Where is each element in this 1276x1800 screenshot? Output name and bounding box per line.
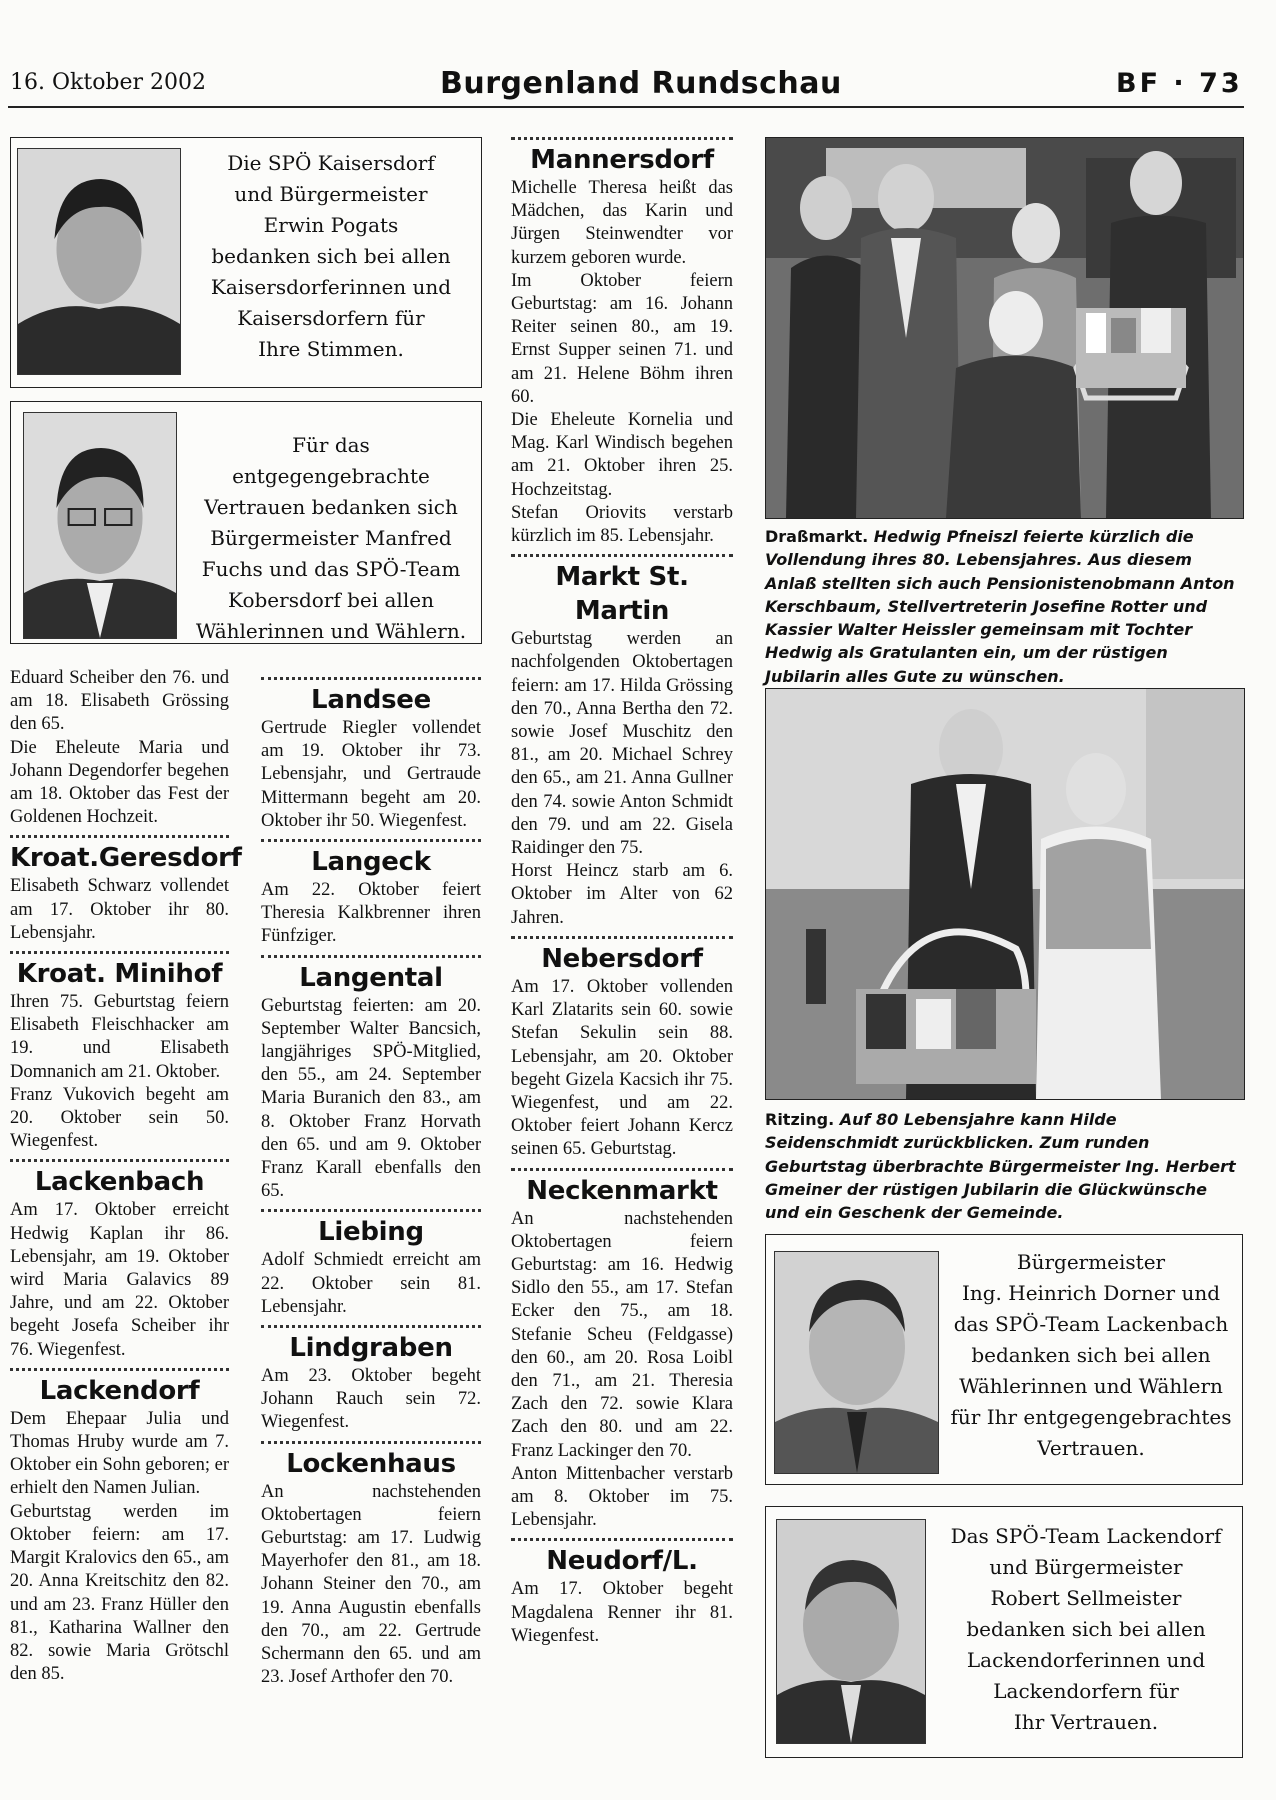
section-title-lackenbach: Lackenbach [34,1167,205,1198]
portrait-photo [23,412,177,639]
paragraph: An nachstehenden Oktobertagen feiern Geburtstag: am 17. Ludwig Mayerhofer den 81., am 18. Johann Steiner den 70., am 19. Anna Augustin ebenfalls den 70., am 22. Gertrude Schermann den 65. und am 23. Josef Arthofer den 70. [261,1481,481,1688]
paragraph: Adolf Schmiedt erreicht am 22. Oktober sein 81. Lebensjahr. [261,1250,481,1317]
paragraph: Im Oktober feiern Geburtstag: am 16. Johann Reiter seinen 80., am 19. Ernst Supper seinen 71. und am 21. Helene Böhm ihren 60. [511,270,733,407]
caption-text: Hedwig Pfneiszl feierte kürzlich die Vollendung ihres 80. Lebensjahres. Aus diesem Anlaß stellten sich auch Pensionistenobmann Anton Kerschbaum, Stellvertreterin Josefine Rotter und Kassier Walter Heissler gemeinsam mit Tochter Hedwig als Gratulanten ein, um der rüstigen Jubilarin alles Gute zu wünschen. [765,527,1235,686]
section-divider [511,137,733,140]
column-3 [511,135,733,1648]
section-divider [261,1325,481,1328]
section-divider [261,955,481,958]
paragraph: Eduard Scheiber den 76. und am 18. Elisabeth Grössing den 65. [10,668,229,735]
section-divider [10,1159,229,1162]
paragraph: Geburtstag feierten: am 20. September Walter Bancsich, langjähriges SPÖ-Mitglied, den 55., am 24. September Maria Buranich den 83., am 8. Oktober Franz Horvath den 65. und am 9. Oktober Franz Karall ebenfalls den 65. [261,995,481,1202]
section-title-landsee: Landsee [311,685,431,715]
section-divider [10,1368,229,1371]
section-title-lockenhaus: Lockenhaus [286,1448,456,1479]
section-divider [10,835,229,838]
section-title-langeck: Langeck [311,847,431,878]
ad-kobersdorf-text: Für das entgegengebrachte Vertrauen bedanken sich Bürgermeister Manfred Fuchs und das SPÖ-Team Kobersdorf bei allen Wählerinnen und Wählern. [195,433,467,643]
caption-place: Draßmarkt. [765,527,869,546]
portrait-photo [17,148,181,375]
section-title-markt-st-martin: Markt St. Martin [555,562,689,627]
paragraph: Geburtstag werden an nachfolgenden Oktobertagen feiern: am 17. Hilda Grössing den 70., Anna Bertha den 72. sowie Josef Muschitz den 81., am 20. Michael Schrey den 65., am 21. Anna Gullner den 74. sowie Anton Schmidt den 79. und am 22. Gisela Raidinger den 75. [511,629,733,859]
column-1 [10,667,242,1686]
caption-place: Ritzing. [765,1110,835,1129]
column-2 [261,669,481,1690]
paragraph: Am 17. Oktober begeht Magdalena Renner ihr 81. Wiegenfest. [511,1579,733,1646]
caption-ritzing [765,1108,1245,1224]
ad-lackenbach-text: Bürgermeister Ing. Heinrich Dorner und das SPÖ-Team Lackenbach bedanken sich bei allen Wählerinnen und Wählern für Ihr entgegengebrachtes Vertrauen. [950,1250,1232,1460]
header-rule [8,106,1244,108]
paragraph: Am 17. Oktober erreicht Hedwig Kaplan ihr 86. Lebensjahr, am 19. Oktober wird Maria Galavics 89 Jahre, und am 22. Oktober begeht Josefa Scheiber ihr 76. Wiegenfest. [10,1200,229,1360]
ad-lackendorf [765,1506,1243,1758]
paragraph: Am 17. Oktober vollenden Karl Zlatarits sein 60. sowie Stefan Sekulin sein 88. Lebensjahr, am 20. Oktober begeht Gizela Kacsich ihr 75. Wiegenfest, und am 22. Oktober feiert Johann Kercz seinen 65. Geburtstag. [511,976,733,1160]
section-divider [261,1441,481,1444]
ad-lackendorf-text: Das SPÖ-Team Lackendorf und Bürgermeister Robert Sellmeister bedanken sich bei allen Lackendorferinnen und Lackendorfern für Ihr Vertrauen. [950,1524,1222,1734]
ad-lackenbach [765,1234,1243,1485]
section-title-lackendorf: Lackendorf [39,1375,200,1406]
page-number: BF · 73 [1116,68,1243,99]
paragraph: Gertrude Riegler vollendet am 19. Oktober ihr 73. Lebensjahr, und Gertraude Mittermann begeht am 20. Oktober ihr 50. Wiegenfest. [261,718,481,831]
ad-kaisersdorf-text: Die SPÖ Kaisersdorf und Bürgermeister Erwin Pogats bedanken sich bei allen Kaisersdorferinnen und Kaisersdorfern für Ihre Stimmen. [210,151,452,361]
section-divider [511,554,733,557]
section-title-langental: Langental [299,962,443,993]
paragraph: Michelle Theresa heißt das Mädchen, das Karin und Jürgen Steinwendter vor kurzem geboren wurde. [511,178,733,268]
portrait-photo [776,1519,926,1744]
section-title-kroat-minihof: Kroat. Minihof [16,959,223,990]
section-title-kroat-geresdorf: Kroat.Geresdorf [10,843,242,874]
section-title-mannersdorf: Mannersdorf [530,145,714,175]
ad-kobersdorf [10,401,482,644]
photo-drassmarkt [765,137,1244,519]
paragraph: Ihren 75. Geburtstag feiern Elisabeth Fleischhacker am 19. und Elisabeth Domnanich am 21. Oktober. [10,992,229,1082]
section-title-neudorf: Neudorf/L. [546,1546,698,1577]
newspaper-title: Burgenland Rundschau [440,66,842,101]
section-divider [511,1538,733,1541]
ad-kaisersdorf [10,137,482,388]
caption-drassmarkt [765,525,1245,688]
section-divider [261,839,481,842]
section-title-neckenmarkt: Neckenmarkt [526,1175,718,1206]
issue-date: 16. Oktober 2002 [10,70,207,95]
paragraph: An nachstehenden Oktobertagen feiern Geburtstag: am 16. Hedwig Sidlo den 55., am 17. Stefan Ecker den 75., am 18. Stefanie Scheu (Feldgasse) den 60., am 20. Rosa Loibl den 71., am 21. Theresia Zach den 72. sowie Klara Zach den 80. und am 22. Franz Lackinger den 70. [511,1208,733,1461]
section-divider [511,936,733,939]
photo-ritzing [765,688,1245,1100]
paragraph: Franz Vukovich begeht am 20. Oktober sein 50. Wiegenfest. [10,1084,229,1152]
portrait-photo [774,1251,939,1474]
paragraph: Elisabeth Schwarz vollendet am 17. Oktober ihr 80. Lebensjahr. [10,876,229,943]
section-divider [10,951,229,954]
paragraph: Stefan Oriovits verstarb kürzlich im 85. Lebensjahr. [511,502,733,547]
paragraph: Am 23. Oktober begeht Johann Rauch sein 72. Wiegenfest. [261,1366,481,1433]
section-divider [261,677,481,680]
section-title-lindgraben: Lindgraben [289,1333,453,1364]
section-divider [511,1168,733,1171]
paragraph: Geburtstag werden im Oktober feiern: am 17. Margit Kralovics den 65., am 20. Anna Kreitschitz den 82. und am 23. Franz Hüller den 81., Katharina Wallner den 82. sowie Maria Grötschl den 85. [10,1501,229,1685]
paragraph: Die Eheleute Maria und Johann Degendorfer begehen am 18. Oktober das Fest der Goldenen Hochzeit. [10,737,229,828]
paragraph: Dem Ehepaar Julia und Thomas Hruby wurde am 7. Oktober ein Sohn geboren; er erhielt den Namen Julian. [10,1408,229,1499]
paragraph: Die Eheleute Kornelia und Mag. Karl Windisch begehen am 21. Oktober ihren 25. Hochzeitstag. [511,410,733,500]
caption-text: Auf 80 Lebensjahre kann Hilde Seidenschmidt zurückblicken. Zum runden Geburtstag überbrachte Bürgermeister Ing. Herbert Gmeiner der rüstigen Jubilarin die Glückwünsche und ein Geschenk der Gemeinde. [765,1110,1236,1223]
section-title-nebersdorf: Nebersdorf [541,943,703,974]
paragraph: Horst Heincz starb am 6. Oktober im Alter von 62 Jahren. [511,861,733,928]
paragraph: Anton Mittenbacher verstarb am 8. Oktober im 75. Lebensjahr. [511,1463,733,1531]
section-title-liebing: Liebing [318,1217,424,1248]
section-divider [261,1209,481,1212]
paragraph: Am 22. Oktober feiert Theresia Kalkbrenner ihren Fünfziger. [261,880,481,947]
